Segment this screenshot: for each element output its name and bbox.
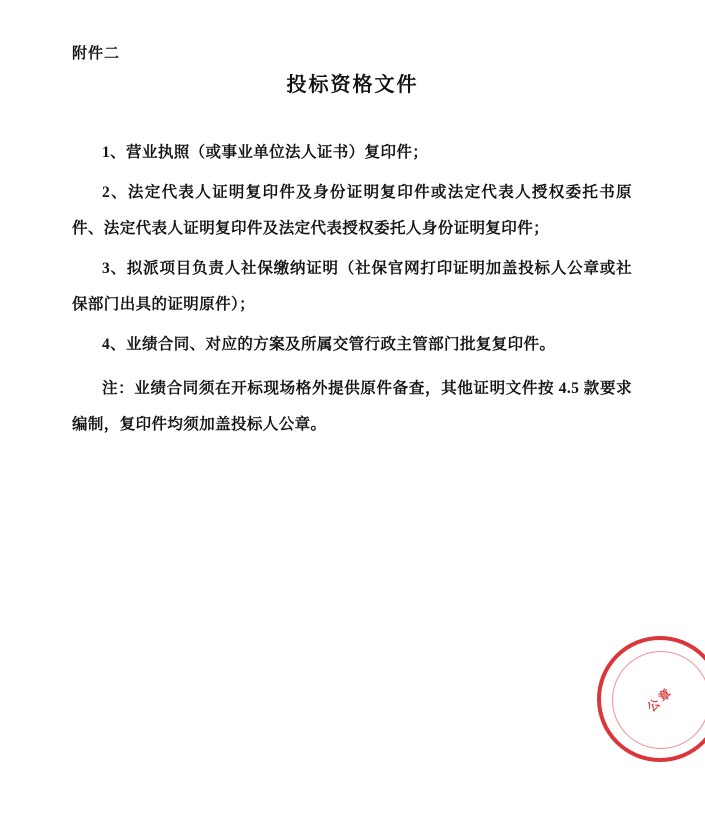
- attachment-label: 附件二: [72, 46, 121, 62]
- red-stamp-seal: [597, 636, 705, 762]
- page-title: 投标资格文件: [286, 74, 419, 96]
- note-paragraph: 注：业绩合同须在开标现场格外提供原件备查，其他证明文件按 4.5 款要求编制，复印件均须加盖投标人公章。: [72, 380, 632, 433]
- list-item: 3、拟派项目负责人社保缴纳证明（社保官网打印证明加盖投标人公章或社保部门出具的证明原件）；: [72, 260, 632, 313]
- document-body: [72, 135, 632, 447]
- seal-text: 公章: [644, 684, 677, 715]
- list-item: 2、法定代表人证明复印件及身份证明复印件或法定代表人授权委托书原件、法定代表人证明复印件及法定代表授权委托人身份证明复印件；: [72, 184, 632, 237]
- list-item: 4、业绩合同、对应的方案及所属交管行政主管部门批复复印件。: [102, 336, 556, 353]
- list-item: 1、营业执照（或事业单位法人证书）复印件；: [102, 144, 429, 161]
